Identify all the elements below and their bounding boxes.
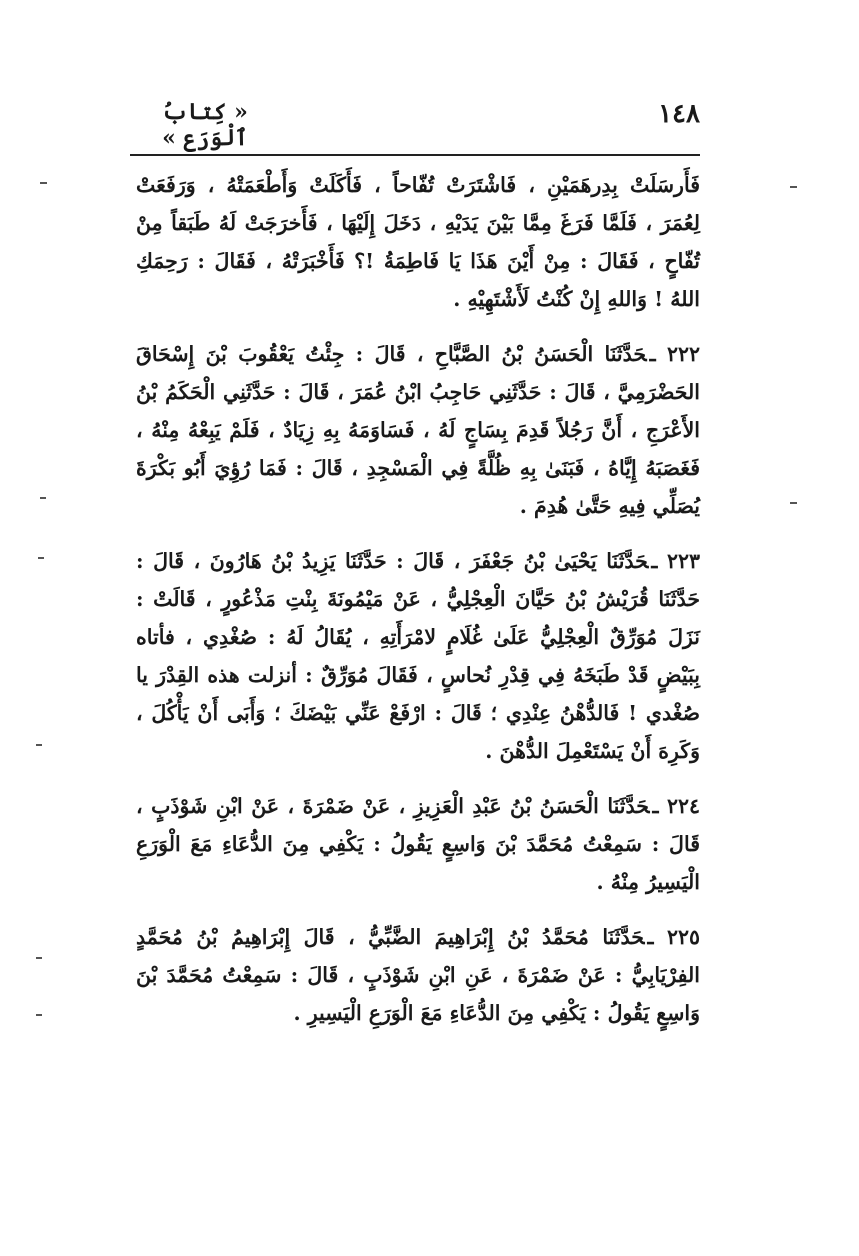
hadith-text: حَدَّثَنَا الْحَسَنُ بْنُ عَبْدِ الْعَزِيزِ ، عَنْ ضَمْرَةَ ، عَنْ ابْنِ شَوْذَبٍ ، قَالَ : سَمِعْتُ مُحَمَّدَ بْنَ وَاسِعٍ يَقُولُ : يَكْفِي مِنَ الدُّعَاءِ مَعَ الْوَرَعِ الْيَسِيرُ مِنْهُ .: [136, 794, 700, 894]
page-header: [130, 93, 700, 151]
scan-mark: [36, 1014, 42, 1016]
hadith-text: حَدَّثَنَا مُحَمَّدُ بْنُ إِبْرَاهِيمَ الضَّبِّيُّ ، قَالَ إِبْرَاهِيمُ بْنُ مُحَمَّدٍ الفِرْيَابِيُّ : عَنْ ضَمْرَةَ ، عَنِ ابْنِ شَوْذَبٍ ، قَالَ : سَمِعْتُ مُحَمَّدَ بْنَ وَاسِعٍ يَقُولُ : يَكْفِي مِنَ الدُّعَاءِ مَعَ الْوَرَعِ الْيَسِيرِ .: [136, 925, 700, 1025]
scan-mark: [40, 497, 46, 499]
scan-mark: [790, 186, 797, 188]
hadith-number: ٢٢٣ ـ: [651, 549, 700, 573]
hadith-225: [136, 918, 700, 1032]
paragraph-text: فَأَرسَلَتْ بِدِرهَمَيْنِ ، فَاشْتَرَتْ تُفّاحاً ، فَأَكَلَتْ وَأَطْعَمَتْهُ ، وَرَفَعَتْ لِعُمَرَ ، فَلَمَّا فَرَغَ مِمَّا بَيْنَ يَدَيْهِ ، دَخَلَ إِلَيْهَا ، فَأَخرَجَتْ لَهُ طَبَقاً مِنْ تُفّاحٍ ، فَقَالَ : مِنْ أَيْنَ هَذَا يَا فَاطِمَةُ !؟ فَأَخْبَرَتْهُ ، فَقَالَ : رَحِمَكِ اللهُ ! وَاللهِ إِنْ كُنْتُ لَأَشْتَهِيْهِ .: [136, 173, 700, 311]
page-content: [136, 166, 700, 1049]
hadith-text: حَدَّثَنَا يَحْيَىٰ بْنُ جَعْفَرَ ، قَالَ : حَدَّثَنَا يَزِيدُ بْنُ هَارُونَ ، قَالَ : حَدَّثَنَا قُرَيْشُ بْنُ حَيَّانَ الْعِجْلِيُّ ، عَنْ مَيْمُونَةَ بِنْتِ مَذْعُورٍ ، قَالَتْ : نَزَلَ مُوَرِّقٌ الْعِجْلِيُّ عَلَىٰ غُلَامٍ لامْرَأَتِهِ ، يُقَالُ لَهُ : صُغْدِي ، فأتاه بِبَيْضٍ قَدْ طَبَخَهُ فِي قِدْرِ نُحاسٍ ، فَقَالَ مُوَرِّقٌ : أنزلت هذه القِدْرَ يا صُغْدي ! فَالدُّهْنُ عِنْدِي ؛ قَالَ : ارْفَعْ عَنِّي بَيْضَكَ ؛ وَأَبَى أَنْ يَأْكُلَ ، وَكَرِهَ أَنْ يَسْتَعْمِلَ الدُّهْنَ .: [136, 549, 700, 763]
hadith-224: [136, 787, 700, 901]
hadith-number: ٢٢٤ ـ: [652, 794, 700, 818]
hadith-number: ٢٢٥ ـ: [647, 925, 700, 949]
header-rule: [130, 154, 700, 156]
scan-mark: [38, 557, 44, 559]
hadith-222: [136, 335, 700, 525]
running-title: « كِتابُ ٱلْوَرَع »: [162, 99, 248, 151]
paragraph-continuation: [136, 166, 700, 318]
hadith-223: [136, 542, 700, 770]
hadith-number: ٢٢٢ ـ: [649, 342, 700, 366]
page-number: ١٤٨: [658, 99, 700, 129]
scan-mark: [36, 744, 42, 746]
scan-mark: [790, 502, 797, 504]
hadith-text: حَدَّثَنَا الْحَسَنُ بْنُ الصَّبَّاحِ ، قَالَ : جِئْتُ يَعْقُوبَ بْنَ إِسْحَاقَ الحَضْرَمِيَّ ، قَالَ : حَدَّثَنِي حَاجِبُ ابْنُ عُمَرَ ، قَالَ : حَدَّثَنِي الْحَكَمُ بْنُ الأَعْرَجِ ، أَنَّ رَجُلاً قَدِمَ بِسَاجٍ لَهُ ، فَسَاوَمَهُ بِهِ زِيَادٌ ، فَلَمْ يَبِعْهُ مِنْهُ ، فَغَصَبَهُ إِيَّاهُ ، فَبَنَىٰ بِهِ ظُلَّةً فِي الْمَسْجِدِ ، قَالَ : فَمَا رُؤِيَ أَبُو بَكْرَةَ يُصَلِّي فِيهِ حَتَّىٰ هُدِمَ .: [136, 342, 700, 518]
scan-mark: [40, 182, 47, 184]
scan-mark: [36, 957, 42, 959]
